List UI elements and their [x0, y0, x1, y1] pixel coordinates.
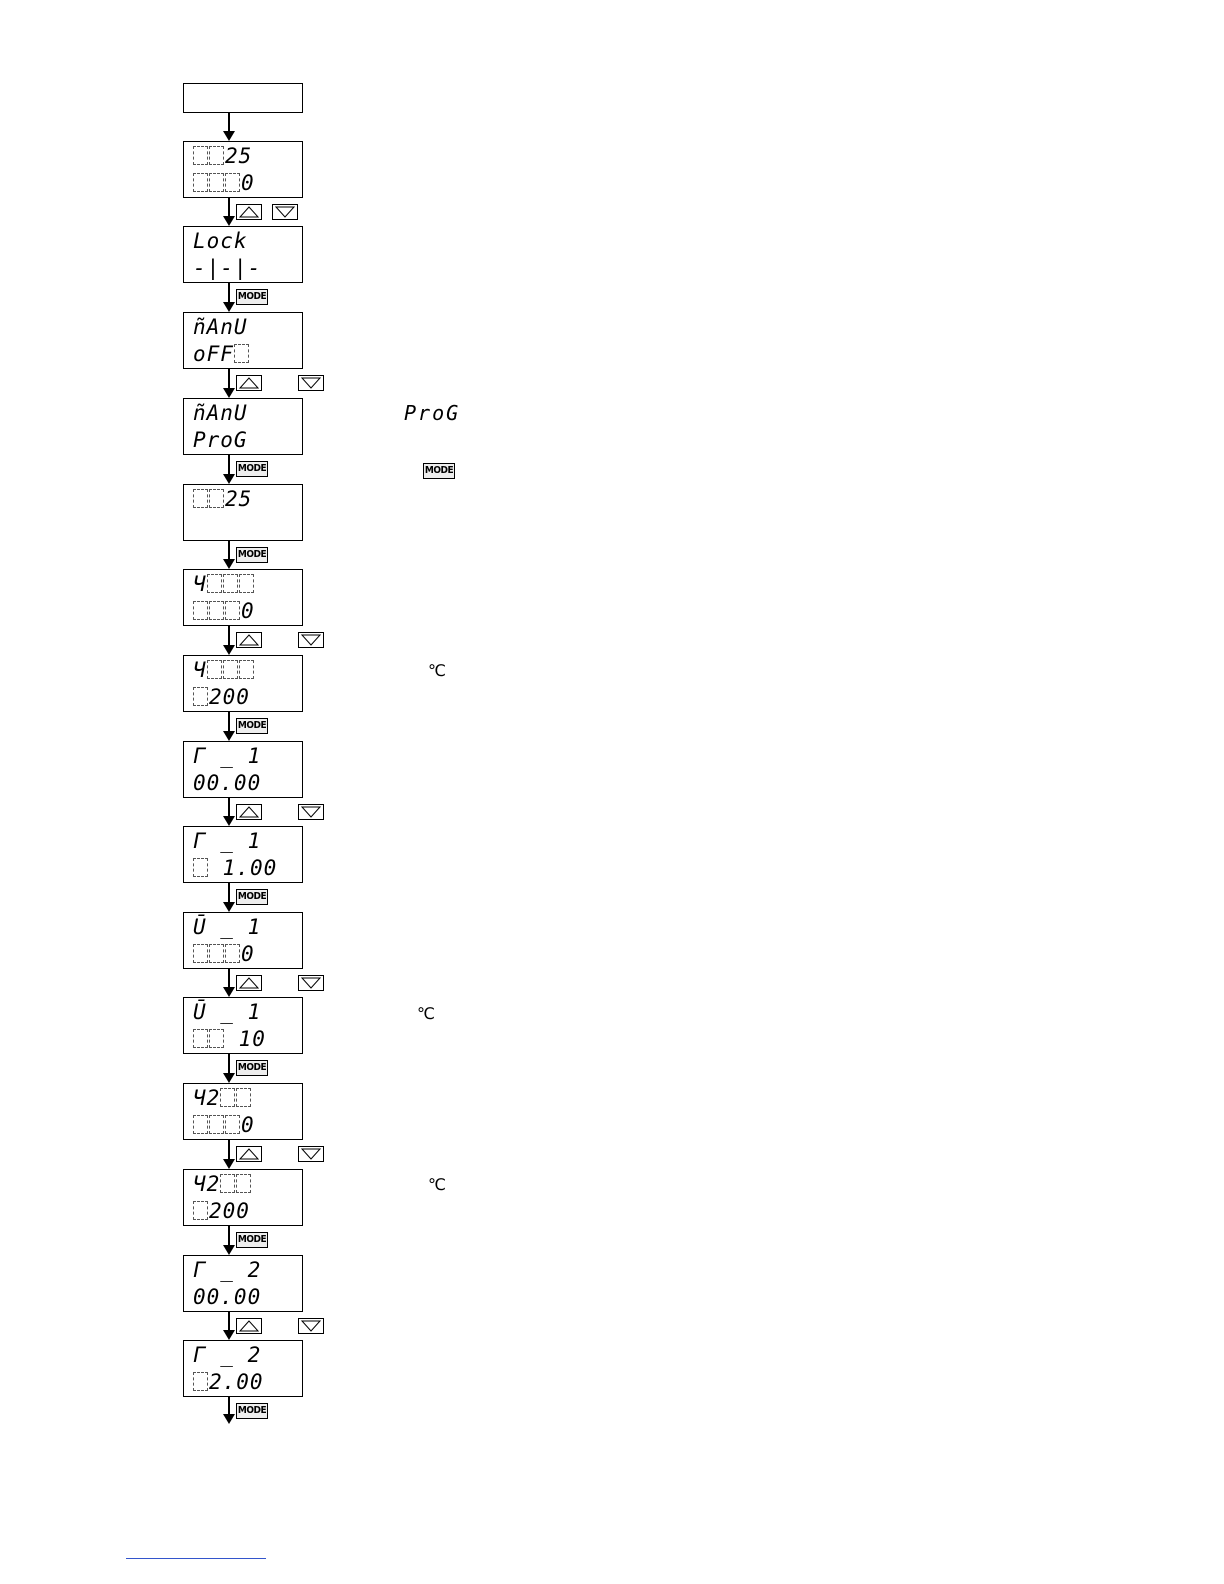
display-panel — [183, 1083, 303, 1140]
blank-segment — [209, 601, 224, 620]
blank-segment — [209, 944, 224, 963]
arrow-down-icon — [223, 645, 235, 655]
up-key-icon — [236, 375, 262, 391]
blank-segment — [236, 1174, 251, 1193]
down-key-icon — [298, 1318, 324, 1334]
display-bottom: -|-|- — [193, 256, 262, 280]
blank-segment — [193, 1115, 208, 1134]
display-top: Γ _ 1 — [193, 744, 262, 768]
blank-segment — [193, 146, 208, 165]
blank-segment — [209, 173, 224, 192]
display-top: Γ _ 2 — [193, 1258, 262, 1282]
blank-segment — [193, 1372, 208, 1391]
down-key-icon — [298, 375, 324, 391]
display-panel — [183, 912, 303, 969]
blank-segment — [193, 489, 208, 508]
arrow-down-icon — [223, 559, 235, 569]
arrow-down-icon — [223, 731, 235, 741]
up-key-icon — [236, 975, 262, 991]
display-top: Ч — [193, 572, 207, 596]
mode-key-icon: MODE — [236, 1232, 268, 1248]
arrow-down-icon — [223, 1245, 235, 1255]
mode-key-icon: MODE — [236, 1403, 268, 1419]
mode-key-icon: MODE — [236, 461, 268, 477]
arrow-down-icon — [223, 216, 235, 226]
blank-segment — [193, 1029, 208, 1048]
arrow-down-icon — [223, 131, 235, 141]
blank-segment — [223, 574, 238, 593]
arrow-down-icon — [223, 987, 235, 997]
display-bottom: 00.00 — [193, 771, 262, 795]
flow-connector — [228, 1397, 230, 1415]
blank-segment — [209, 146, 224, 165]
display-bottom: 200 — [209, 685, 250, 709]
flow-connector — [228, 198, 230, 217]
display-top: Γ _ 1 — [193, 829, 262, 853]
display-top: Ч2 — [193, 1086, 221, 1110]
display-bottom: 0 — [241, 942, 255, 966]
arrow-down-icon — [223, 302, 235, 312]
flow-connector — [228, 798, 230, 817]
blank-segment — [193, 601, 208, 620]
display-panel — [183, 1255, 303, 1312]
flow-connector — [228, 113, 230, 132]
mode-key-icon: MODE — [236, 718, 268, 734]
flow-connector — [228, 1140, 230, 1160]
blank-segment — [207, 660, 222, 679]
blank-segment — [223, 660, 238, 679]
mode-key-icon: MODE — [236, 547, 268, 563]
display-top: Ū _ 1 — [193, 915, 262, 939]
flow-connector — [228, 1054, 230, 1074]
blank-segment — [225, 1115, 240, 1134]
display-bottom: oFF — [193, 342, 234, 366]
up-key-icon — [236, 804, 262, 820]
prog-label: ProG — [404, 401, 461, 425]
display-panel — [183, 1169, 303, 1226]
display-bottom: 10 — [238, 1027, 266, 1051]
flow-connector — [228, 883, 230, 903]
blank-segment — [207, 574, 222, 593]
blank-segment — [225, 173, 240, 192]
unit-label: ℃ — [428, 1175, 446, 1194]
display-bottom: 0 — [241, 599, 255, 623]
start-box — [183, 83, 303, 113]
mode-key-icon: MODE — [423, 463, 455, 479]
display-bottom: 00.00 — [193, 1285, 262, 1309]
down-key-icon — [298, 975, 324, 991]
display-top: ñAnU — [193, 401, 248, 425]
footer-rule — [126, 1558, 266, 1559]
down-key-icon — [298, 804, 324, 820]
flow-connector — [228, 712, 230, 732]
blank-segment — [234, 344, 249, 363]
arrow-down-icon — [223, 1073, 235, 1083]
blank-segment — [225, 944, 240, 963]
flow-connector — [228, 1312, 230, 1331]
blank-segment — [239, 574, 254, 593]
flow-connector — [228, 283, 230, 303]
display-top: Γ _ 2 — [193, 1343, 262, 1367]
display-panel — [183, 997, 303, 1054]
up-key-icon — [236, 1146, 262, 1162]
display-panel — [183, 312, 303, 369]
display-panel — [183, 226, 303, 283]
flow-connector — [228, 369, 230, 389]
display-panel — [183, 741, 303, 798]
arrow-down-icon — [223, 388, 235, 398]
display-top: Lock — [193, 229, 248, 253]
flow-connector — [228, 626, 230, 646]
blank-segment — [220, 1174, 235, 1193]
blank-segment — [193, 687, 208, 706]
up-key-icon — [236, 632, 262, 648]
up-key-icon — [236, 1318, 262, 1334]
blank-segment — [209, 489, 224, 508]
display-bottom: 0 — [241, 1113, 255, 1137]
blank-segment — [220, 1088, 235, 1107]
flow-connector — [228, 1226, 230, 1246]
mode-key-icon: MODE — [236, 889, 268, 905]
display-panel — [183, 826, 303, 883]
down-key-icon — [272, 204, 298, 220]
blank-segment — [236, 1088, 251, 1107]
blank-segment — [193, 1201, 208, 1220]
down-key-icon — [298, 632, 324, 648]
down-key-icon — [298, 1146, 324, 1162]
blank-segment — [209, 1029, 224, 1048]
blank-segment — [193, 858, 208, 877]
display-top: 25 — [225, 487, 253, 511]
display-panel — [183, 569, 303, 626]
arrow-down-icon — [223, 1414, 235, 1424]
display-bottom: 200 — [209, 1199, 250, 1223]
display-top: Ū _ 1 — [193, 1000, 262, 1024]
blank-segment — [209, 1115, 224, 1134]
blank-segment — [239, 660, 254, 679]
display-bottom: 0 — [241, 171, 255, 195]
display-top: 25 — [225, 144, 253, 168]
blank-segment — [193, 944, 208, 963]
flow-connector — [228, 969, 230, 988]
display-panel — [183, 1340, 303, 1397]
mode-key-icon: MODE — [236, 289, 268, 305]
blank-segment — [225, 601, 240, 620]
display-bottom: 2.00 — [209, 1370, 264, 1394]
display-panel — [183, 484, 303, 541]
flow-connector — [228, 455, 230, 475]
arrow-down-icon — [223, 1159, 235, 1169]
display-panel — [183, 398, 303, 455]
display-panel — [183, 141, 303, 198]
display-top: Ч — [193, 658, 207, 682]
arrow-down-icon — [223, 1330, 235, 1340]
unit-label: ℃ — [417, 1004, 435, 1023]
display-top: Ч2 — [193, 1172, 221, 1196]
up-key-icon — [236, 204, 262, 220]
display-top: ñAnU — [193, 315, 248, 339]
mode-key-icon: MODE — [236, 1060, 268, 1076]
arrow-down-icon — [223, 902, 235, 912]
display-bottom: ProG — [193, 428, 248, 452]
blank-segment — [193, 173, 208, 192]
display-panel — [183, 655, 303, 712]
arrow-down-icon — [223, 816, 235, 826]
flow-connector — [228, 541, 230, 560]
arrow-down-icon — [223, 474, 235, 484]
unit-label: ℃ — [428, 661, 446, 680]
display-bottom: 1.00 — [222, 856, 278, 880]
